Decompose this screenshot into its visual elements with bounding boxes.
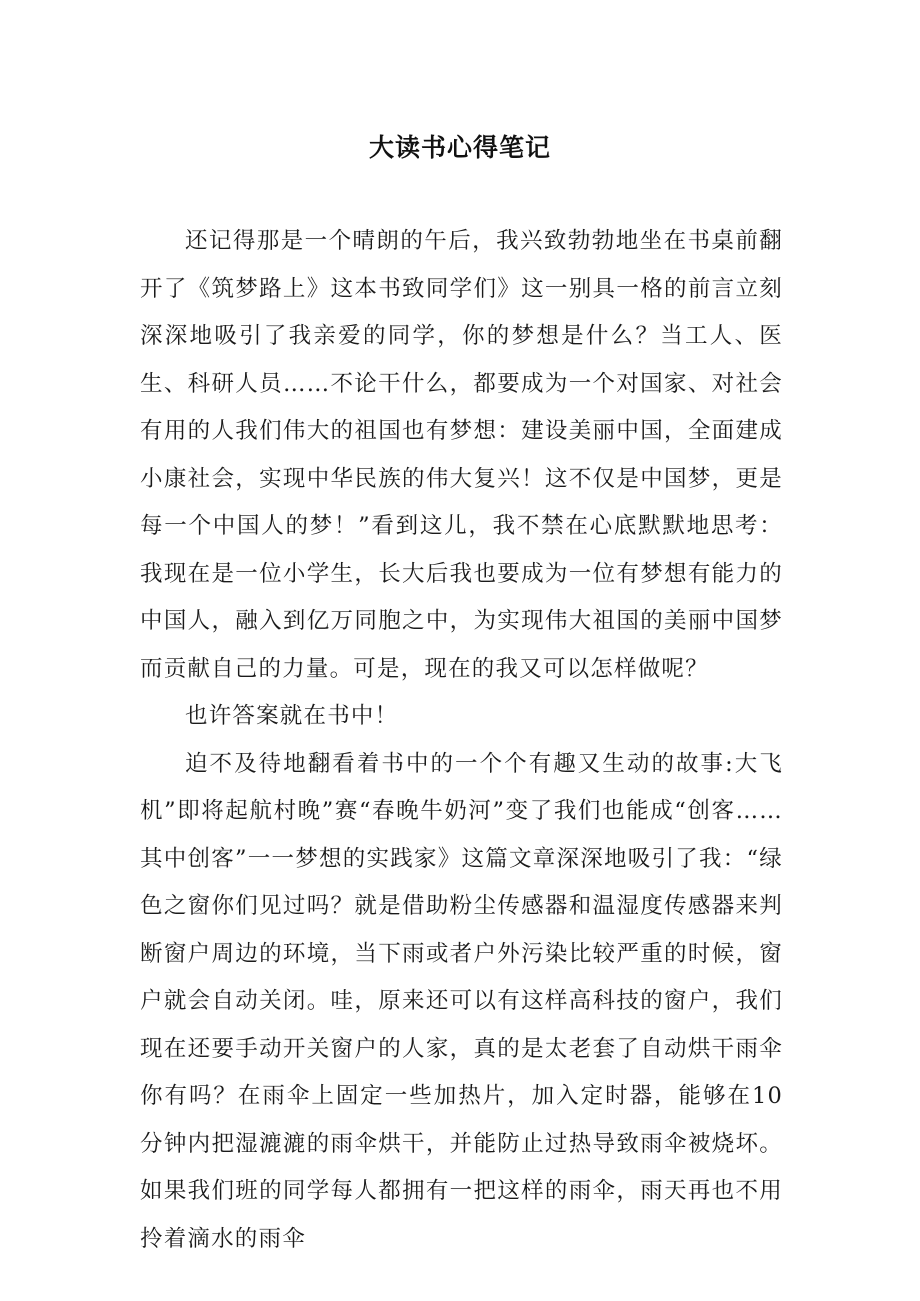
document-body [140, 218, 783, 1263]
document-title: 大读书心得笔记 [368, 133, 551, 162]
paragraph-1: 还记得那是一个晴朗的午后，我兴致勃勃地坐在书桌前翻开了《筑梦路上》这本书致同学们》这一别具一格的前言立刻深深地吸引了我亲爱的同学，你的梦想是什么？当工人、医生、科研人员……不论干什么，都要成为一个对国家、对社会有用的人我们伟大的祖国也有梦想：建设美丽中国，全面建成小康社会，实现中华民族的伟大复兴！这不仅是中国梦，更是每一个中国人的梦！”看到这儿，我不禁在心底默默地思考：我现在是一位小学生，长大后我也要成为一位有梦想有能力的中国人，融入到亿万同胞之中，为实现伟大祖国的美丽中国梦而贡献自己的力量。可是，现在的我又可以怎样做呢？ [140, 228, 783, 682]
paragraph-3: 迫不及待地翻看着书中的一个个有趣又生动的故事:大飞机”即将起航村晚”赛“春晚牛奶河”变了我们也能成“创客……其中创客”一一梦想的实践家》这篇文章深深地吸引了我：“绿色之窗你们见过吗？就是借助粉尘传感器和温湿度传感器来判断窗户周边的环境，当下雨或者户外污染比较严重的时候，窗户就会自动关闭。哇，原来还可以有这样高科技的窗户，我们现在还要手动开关窗户的人家，真的是太老套了自动烘干雨伞你有吗？在雨伞上固定一些加热片，加入定时器，能够在10分钟内把湿漉漉的雨伞烘干，并能防止过热导致雨伞被烧坏。如果我们班的同学每人都拥有一把这样的雨伞，雨天再也不用拎着滴水的雨伞 [140, 750, 783, 1252]
paragraph-2: 也许答案就在书中！ [185, 703, 399, 729]
